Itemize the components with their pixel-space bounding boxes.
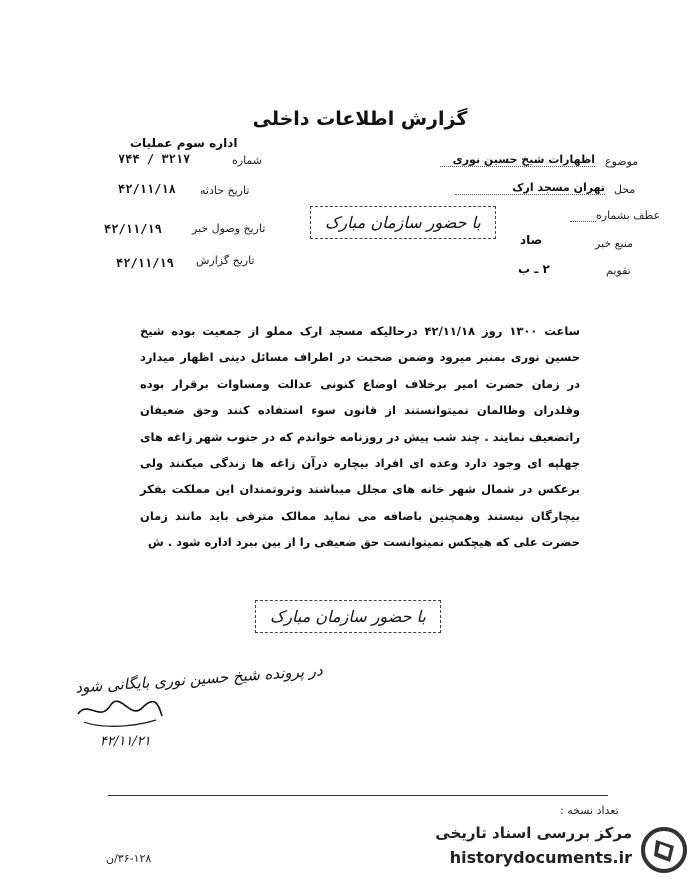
report-title: گزارش اطلاعات داخلی <box>252 108 468 130</box>
field-label-subject: موضوع <box>605 155 639 168</box>
field-label-number: شماره <box>232 154 263 167</box>
footer-divider <box>108 795 608 796</box>
watermark-url: historydocuments.ir <box>449 848 632 867</box>
watermark <box>416 822 694 878</box>
report-body: ساعت ۱۳۰۰ روز ۴۲/۱۱/۱۸ درحالیکه مسجد ارک مملو از جمعیت بوده شیخ حسین نوری بمنبر میرود وضمن صحبت در اطراف مسائل دینی اظهار میدارد در زمان حضرت امیر برخلاف اوضاع کنونی عدالت ومساوات برقرار بوده وقلدران وظالمان نمیتوانستند از قانون سوء استفاده کنند وحق ضعیفان راتضعیف نمایند . چند شب پیش در روزنامه خواندم که در جنوب شهر زاغه های چهلپه ای وجود دارد وعده ای افراد بیچاره درآن زاغه ها زندگی میکنند ولی برعکس در شمال شهر خانه های مجلل میباشند وثروتمندان این مملکت بفکر بیچارگان نیستند وهمچنین باضافه می نماید ممالک مترقی باید مانند زمان حضرت علی که هیچکس نمیتوانست حق ضعیفی را از بین ببرد اداره شود . ش <box>140 324 580 550</box>
approval-stamp: با حضور سازمان مبارک <box>310 206 496 239</box>
field-value-source: صاد <box>520 233 543 247</box>
field-value-number: ۳۲۱۷ / ۷۴۴ <box>118 152 191 166</box>
archive-logo-icon <box>640 826 688 874</box>
handwritten-note: در پرونده شیخ حسین نوری بایگانی شود <box>74 661 324 697</box>
field-label-source: منبع خبر <box>595 237 634 250</box>
field-label-received-date: تاریخ وصول خبر <box>192 222 266 235</box>
field-label-report-date: تاریخ گزارش <box>196 254 255 267</box>
field-value-reference <box>570 207 596 222</box>
field-value-evaluation: ۲ ـ ب <box>518 262 550 276</box>
field-value-subject: اظهارات شیخ حسین نوری <box>440 153 595 167</box>
watermark-org: مرکز بررسی اسناد تاریخی <box>435 824 632 842</box>
field-label-reference: عطف بشماره <box>596 209 661 222</box>
field-label-evaluation: تقویم <box>606 264 631 277</box>
form-code: ۳۶-۱۲۸/ن <box>106 852 152 865</box>
field-label-incident-date: تاریخ حادثه <box>200 184 250 197</box>
copies-label: تعداد نسخه : <box>560 804 619 817</box>
approval-stamp-2: با حضور سازمان مبارک <box>255 600 441 633</box>
field-value-report-date: ۴۲/۱۱/۱۹ <box>116 256 174 270</box>
field-value-location: تهران مسجد ارک <box>455 181 605 195</box>
note-date: ۴۲/۱۱/۲۱ <box>100 734 151 749</box>
field-value-received-date: ۴۲/۱۱/۱۹ <box>104 222 162 236</box>
field-value-incident-date: ۴۲/۱۱/۱۸ <box>118 182 176 196</box>
department-label: اداره سوم عملیات <box>130 136 238 150</box>
field-label-location: محل <box>614 183 636 196</box>
signature <box>70 692 170 732</box>
